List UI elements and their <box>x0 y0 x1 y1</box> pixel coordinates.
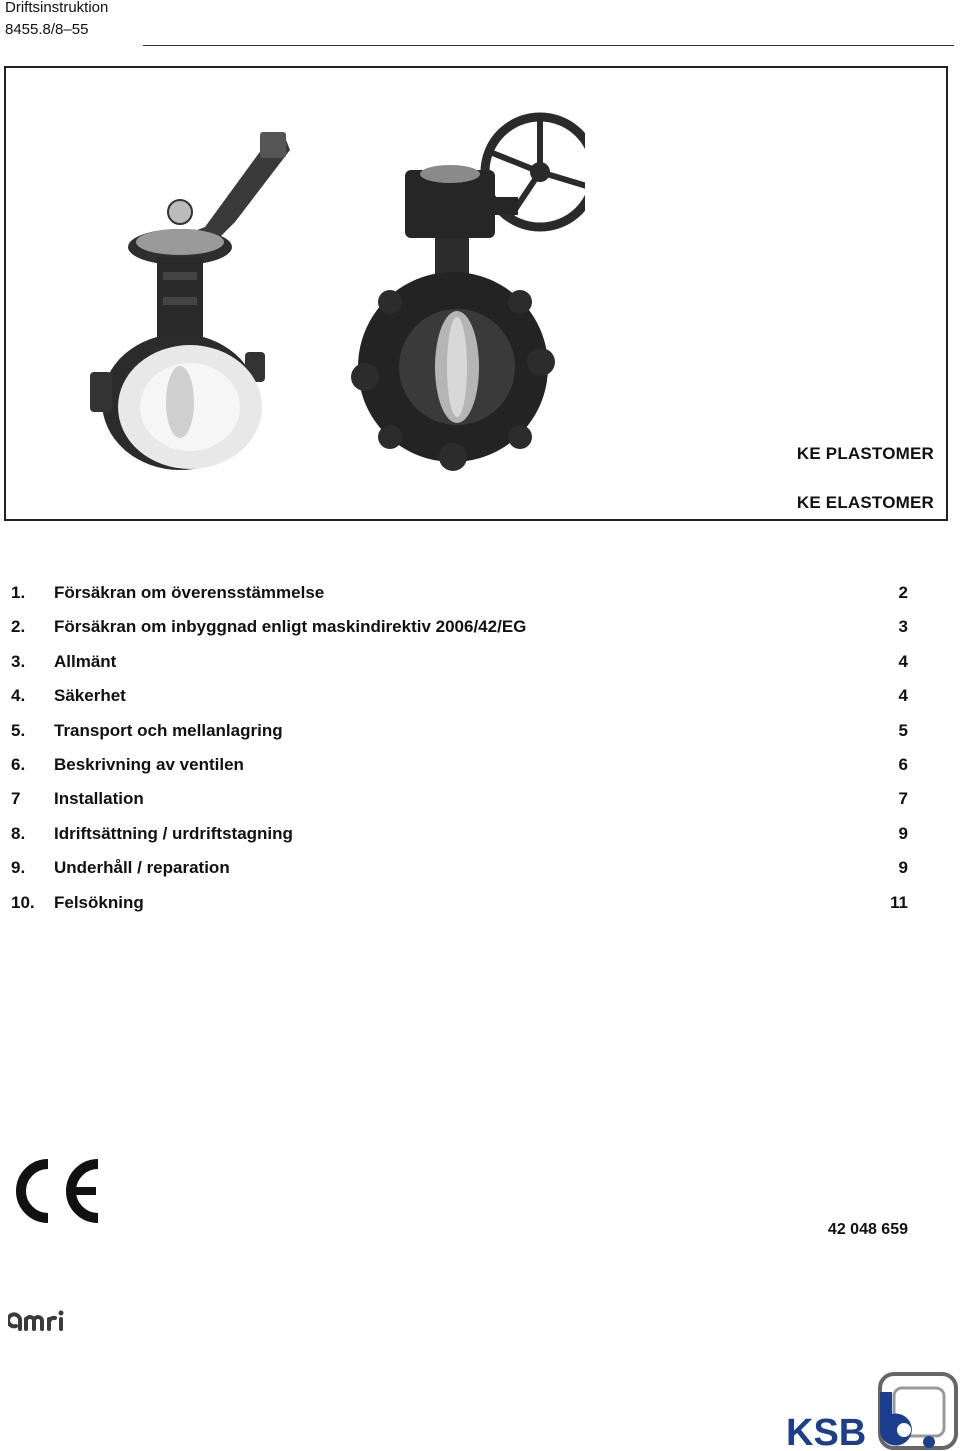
toc-title: Säkerhet <box>54 686 126 706</box>
toc-number: 5. <box>11 720 26 740</box>
toc-entry[interactable] <box>0 887 960 921</box>
toc-title: Allmänt <box>54 651 117 671</box>
toc-number: 8. <box>11 823 26 843</box>
toc-title: Försäkran om inbyggnad enligt maskindirektiv 2006/42/EG <box>54 617 527 637</box>
toc-page: 2 <box>898 583 908 602</box>
toc-number: 2. <box>11 617 26 637</box>
toc-page: 3 <box>898 617 908 637</box>
toc-number: 6. <box>11 754 26 774</box>
toc-page: 7 <box>898 789 908 809</box>
header-divider <box>143 45 954 46</box>
toc-entry[interactable] <box>0 646 960 680</box>
toc-page: 4 <box>898 686 908 706</box>
toc-title: Transport och mellanlagring <box>54 720 283 740</box>
amri-logo <box>8 1307 68 1333</box>
ksb-logo <box>784 1372 960 1451</box>
toc-page: 5 <box>898 720 908 740</box>
toc-number: 10. <box>11 892 35 912</box>
document-type: Driftsinstruktion <box>5 0 109 16</box>
toc-entry[interactable] <box>0 611 960 645</box>
toc-title: Underhåll / reparation <box>54 858 230 878</box>
toc-number: 3. <box>11 651 26 671</box>
document-code: 8455.8/8–55 <box>5 21 89 38</box>
toc-page: 4 <box>898 651 908 671</box>
toc-entry[interactable] <box>0 818 960 852</box>
lever-valve-image <box>85 102 345 482</box>
svg-text:KSB: KSB <box>786 1412 867 1451</box>
toc-title: Beskrivning av ventilen <box>54 754 244 774</box>
toc-page: 9 <box>898 823 908 843</box>
toc-entry[interactable] <box>0 577 960 611</box>
toc-page: 6 <box>898 754 908 774</box>
toc-number: 1. <box>11 583 26 602</box>
product-name-elastomer: KE ELASTOMER <box>796 493 934 512</box>
toc-number: 7 <box>11 789 21 809</box>
product-name-plastomer: KE PLASTOMER <box>796 444 934 463</box>
gear-valve-image <box>345 112 585 477</box>
toc-title: Felsökning <box>54 892 144 912</box>
toc-page: 11 <box>890 892 908 912</box>
toc-title: Installation <box>54 789 144 809</box>
toc-title: Idriftsättning / urdriftstagning <box>54 823 293 843</box>
toc-number: 9. <box>11 858 26 878</box>
toc-entry[interactable] <box>0 715 960 749</box>
toc-title: Försäkran om överensstämmelse <box>54 583 325 602</box>
table-of-contents <box>0 577 960 921</box>
toc-page: 9 <box>898 858 908 878</box>
toc-entry[interactable] <box>0 749 960 783</box>
toc-number: 4. <box>11 686 26 706</box>
document-number: 42 048 659 <box>827 1221 908 1238</box>
toc-entry[interactable] <box>0 783 960 817</box>
toc-entry[interactable] <box>0 852 960 886</box>
ce-mark-logo <box>12 1158 104 1224</box>
toc-entry[interactable] <box>0 680 960 714</box>
